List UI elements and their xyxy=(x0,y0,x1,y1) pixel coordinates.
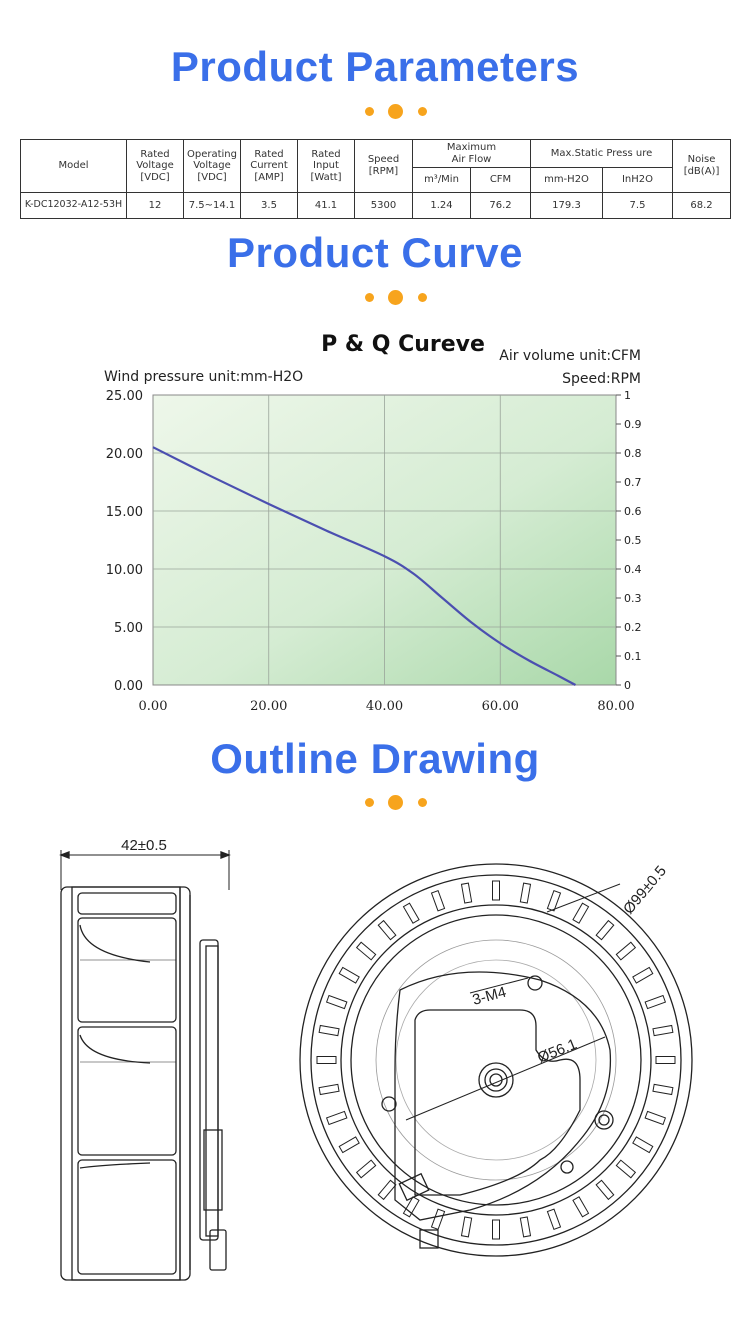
cell-rated-voltage: 12 xyxy=(127,192,184,218)
header-air-flow-m3: m³/Min xyxy=(413,168,471,192)
header-rated-input: Rated Input [Watt] xyxy=(298,140,355,193)
y2-tick-label: 0.5 xyxy=(624,534,642,547)
x-axis-unit-label: Air volume unit:CFM xyxy=(499,348,641,364)
outline-drawing xyxy=(0,830,750,1300)
y2-tick-label: 0.6 xyxy=(624,505,642,518)
header-max-static-pressure: Max.Static Press ure xyxy=(531,140,673,168)
vent-slot xyxy=(520,883,530,903)
vent-slot xyxy=(493,1220,500,1239)
y-tick-label: 20.00 xyxy=(105,447,143,462)
chart-title: P & Q Cureve xyxy=(321,332,485,357)
vent-slot xyxy=(339,967,359,983)
outline-dots-divider xyxy=(0,792,750,812)
cell-noise: 68.2 xyxy=(673,192,731,218)
vent-slot xyxy=(633,1137,653,1153)
cell-speed: 5300 xyxy=(355,192,413,218)
y-tick-label: 15.00 xyxy=(105,505,143,520)
cell-rated-input: 41.1 xyxy=(298,192,355,218)
vent-slot xyxy=(493,881,500,900)
y2-axis-unit-label: Speed:RPM xyxy=(562,371,641,387)
parameters-dots-divider xyxy=(0,101,750,121)
vent-slot xyxy=(596,1180,614,1199)
y2-tick-label: 0.9 xyxy=(624,418,642,431)
y-tick-label: 0.00 xyxy=(114,679,143,694)
y2-tick-label: 1 xyxy=(624,389,631,402)
y2-tick-label: 0.7 xyxy=(624,476,642,489)
vent-slot xyxy=(596,921,614,940)
mount-holes-label: 3-M4 xyxy=(470,983,509,1009)
header-static-in: InH2O xyxy=(603,168,673,192)
vent-slot xyxy=(461,883,471,903)
vent-slot xyxy=(319,1084,339,1094)
y2-tick-label: 0.3 xyxy=(624,592,642,605)
cell-model: K-DC12032-A12-53H xyxy=(21,192,127,218)
cell-air-flow-cfm: 76.2 xyxy=(471,192,531,218)
vent-slot xyxy=(327,1111,347,1124)
cell-rated-current: 3.5 xyxy=(241,192,298,218)
y2-tick-label: 0.2 xyxy=(624,621,642,634)
vent-slot xyxy=(403,903,419,923)
parameters-table xyxy=(20,139,731,219)
cell-static-mm: 179.3 xyxy=(531,192,603,218)
vent-slot xyxy=(339,1137,359,1153)
y2-tick-label: 0.4 xyxy=(624,563,642,576)
vent-slot xyxy=(645,995,665,1008)
vent-slot xyxy=(403,1197,419,1217)
vent-slot xyxy=(645,1111,665,1124)
vent-slot xyxy=(633,967,653,983)
vent-slot xyxy=(653,1025,673,1035)
curve-title: Product Curve xyxy=(227,229,523,276)
vent-slot xyxy=(431,891,444,911)
cell-static-in: 7.5 xyxy=(603,192,673,218)
vent-slot xyxy=(616,942,635,960)
y2-tick-label: 0.8 xyxy=(624,447,642,460)
header-air-flow-cfm: CFM xyxy=(471,168,531,192)
cell-operating-voltage: 7.5~14.1 xyxy=(184,192,241,218)
vent-slot xyxy=(520,1217,530,1237)
x-tick-label: 20.00 xyxy=(250,699,288,714)
x-tick-label: 80.00 xyxy=(597,699,635,714)
vent-slot xyxy=(319,1025,339,1035)
vent-slot xyxy=(547,1209,560,1229)
vent-slot xyxy=(431,1209,444,1229)
y-tick-label: 5.00 xyxy=(114,621,143,636)
parameters-title: Product Parameters xyxy=(170,43,580,90)
vent-slot xyxy=(573,903,589,923)
vent-slot xyxy=(656,1057,675,1064)
x-tick-label: 40.00 xyxy=(365,699,404,714)
header-rated-current: Rated Current [AMP] xyxy=(241,140,298,193)
diameter-dimension-label: Ø99±0.5 xyxy=(620,862,670,918)
vent-slot xyxy=(573,1197,589,1217)
x-tick-label: 0.00 xyxy=(138,699,168,714)
y-tick-label: 10.00 xyxy=(105,563,143,578)
vent-slot xyxy=(317,1057,336,1064)
vent-slot xyxy=(378,1180,396,1199)
cell-air-flow-m3: 1.24 xyxy=(413,192,471,218)
header-noise: Noise [dB(A)] xyxy=(673,140,731,193)
vent-slot xyxy=(653,1084,673,1094)
header-model: Model xyxy=(21,140,127,193)
header-rated-voltage: Rated Voltage [VDC] xyxy=(127,140,184,193)
x-tick-label: 60.00 xyxy=(481,699,519,714)
inner-diameter-label: Ø56.1 xyxy=(535,1035,580,1067)
vent-slot xyxy=(616,1160,635,1178)
y2-tick-label: 0.1 xyxy=(624,650,642,663)
y2-tick-label: 0 xyxy=(624,679,631,692)
vent-slot xyxy=(327,995,347,1008)
header-operating-voltage: Operating Voltage [VDC] xyxy=(184,140,241,193)
outline-title: Outline Drawing xyxy=(210,735,540,782)
vent-slot xyxy=(378,921,396,940)
header-static-mm: mm-H2O xyxy=(531,168,603,192)
header-speed: Speed [RPM] xyxy=(355,140,413,193)
y-tick-label: 25.00 xyxy=(105,389,143,404)
vent-slot xyxy=(357,942,376,960)
width-dimension-label: 42±0.5 xyxy=(121,837,167,854)
pq-curve-chart xyxy=(0,320,750,720)
vent-slot xyxy=(461,1217,471,1237)
curve-dots-divider xyxy=(0,287,750,307)
vent-slot xyxy=(357,1160,376,1178)
y-axis-unit-label: Wind pressure unit:mm-H2O xyxy=(104,369,304,385)
header-max-air-flow: Maximum Air Flow xyxy=(413,140,531,168)
